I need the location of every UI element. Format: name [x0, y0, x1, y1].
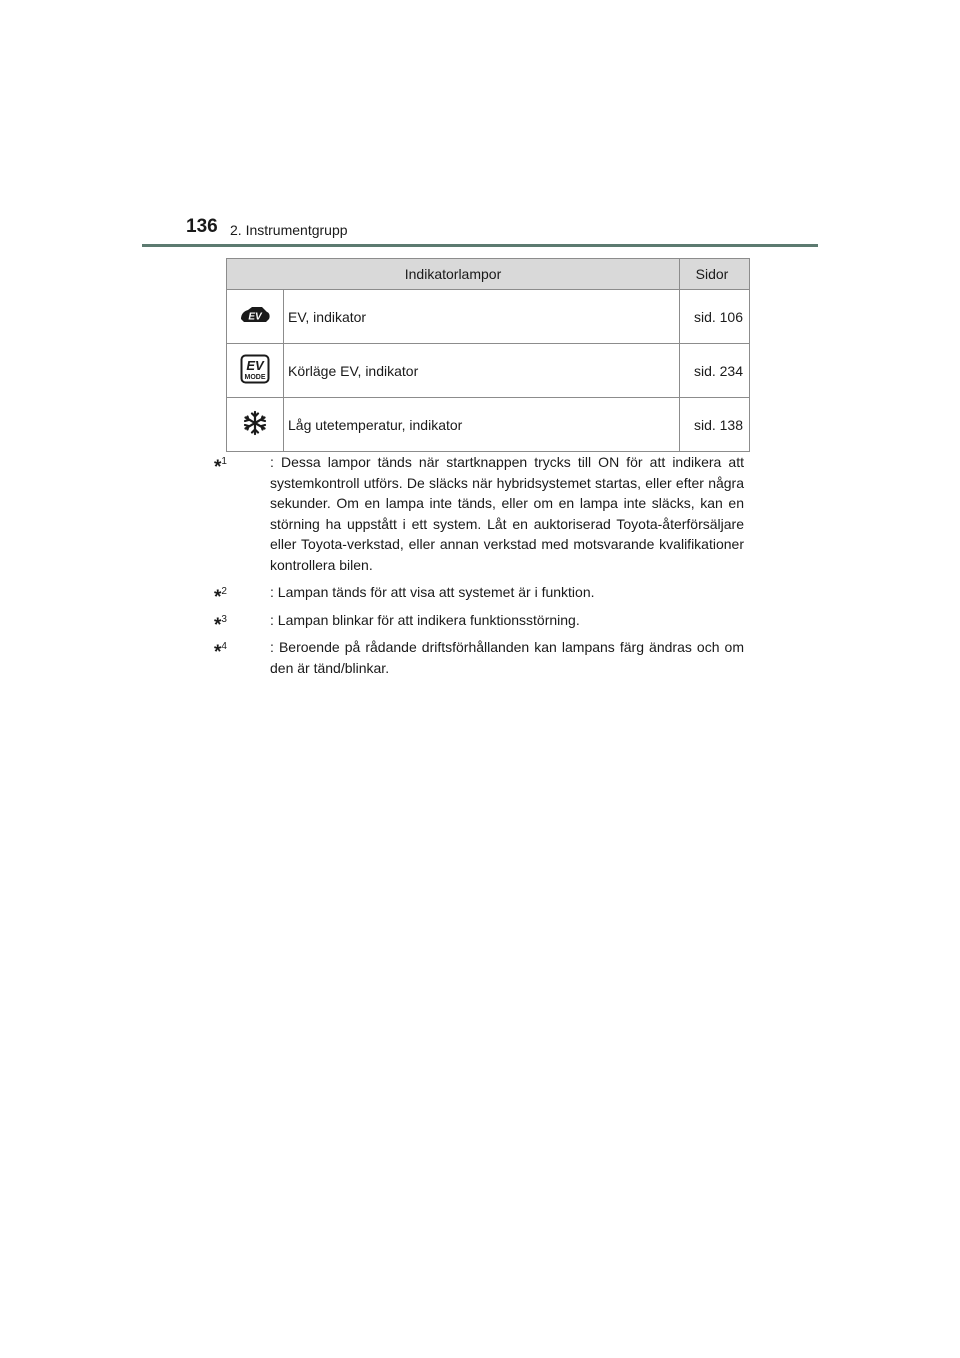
header-rule — [142, 244, 818, 247]
indicator-name: EV, indikator — [284, 290, 680, 344]
footnote-number: 4 — [221, 641, 227, 652]
indicator-table — [226, 258, 750, 452]
indicator-page: sid. 234 — [680, 344, 750, 398]
footnote-4 — [214, 637, 744, 678]
footnote-2 — [214, 582, 744, 608]
ev-icon-label: EV — [248, 311, 262, 323]
snowflake-icon — [242, 410, 268, 436]
chapter-title: 2. Instrumentgrupp — [230, 222, 348, 238]
footnote-number: 1 — [221, 456, 227, 467]
table-header-row — [227, 259, 750, 290]
asterisk: * — [214, 614, 222, 636]
indicator-name: Låg utetemperatur, indikator — [284, 398, 680, 452]
footnote-text: : Beroende på rådande driftsförhållanden kan lampans färg ändras och om den är tänd/blinkar. — [270, 639, 744, 676]
footnote-1 — [214, 452, 744, 575]
footnote-marker — [214, 610, 227, 637]
footnote-marker — [214, 637, 227, 664]
footnotes — [214, 452, 744, 685]
footnote-text: : Lampan tänds för att visa att systemet är i funktion. — [270, 584, 595, 600]
ev-mode-indicator-icon — [240, 354, 270, 384]
page-number: 136 — [186, 216, 218, 237]
asterisk: * — [214, 457, 222, 478]
footnote-marker — [214, 582, 227, 609]
ev-indicator-icon — [238, 304, 272, 326]
footnote-number: 2 — [221, 586, 227, 597]
asterisk: * — [214, 642, 222, 663]
footnote-3 — [214, 610, 744, 636]
table-row — [227, 290, 750, 344]
asterisk: * — [214, 587, 222, 608]
mode-icon-label: MODE — [244, 374, 266, 381]
footnote-text: : Dessa lampor tänds när startknappen trycks till ON för att indikera att systemkontroll utförs. De släcks när hybridsystemet startas, eller efter några sekunder. Om en lampa inte tänds, eller om en lampa inte släcks, kan en störning ha uppstått i ett system. Låt en auktoriserad Toyota-återförsäljare eller Toyota-verkstad, eller annan verkstad med motsvarande kvalifikationer kontrollera bilen. — [270, 454, 744, 573]
indicator-name: Körläge EV, indikator — [284, 344, 680, 398]
table-row — [227, 398, 750, 452]
footnote-number: 3 — [221, 613, 227, 625]
icon-cell — [227, 398, 284, 452]
footnote-text: : Lampan blinkar för att indikera funktionsstörning. — [270, 611, 580, 628]
column-header-indicators: Indikatorlampor — [227, 259, 680, 290]
indicator-page: sid. 106 — [680, 290, 750, 344]
icon-cell — [227, 344, 284, 398]
column-header-pages: Sidor — [680, 259, 750, 290]
icon-cell — [227, 290, 284, 344]
table-row — [227, 344, 750, 398]
indicator-page: sid. 138 — [680, 398, 750, 452]
ev-mode-icon-label: EV — [246, 358, 264, 373]
footnote-marker — [214, 452, 227, 479]
